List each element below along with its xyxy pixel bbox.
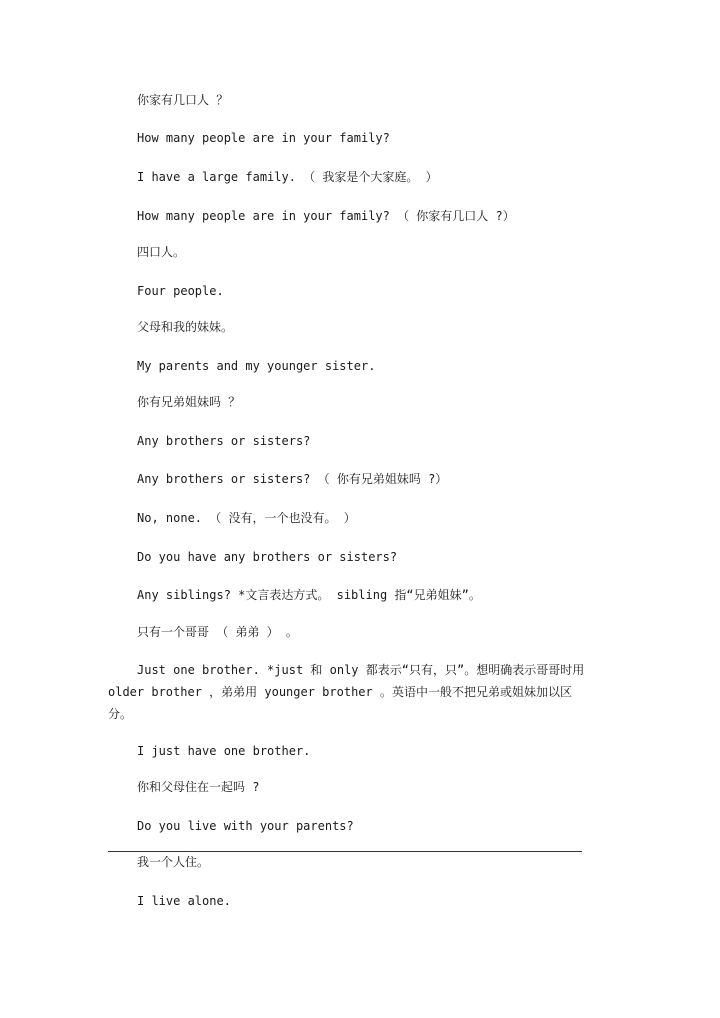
text-line: I live alone. (137, 894, 231, 908)
text-line: 四口人。 (137, 245, 186, 259)
text-line: How many people are in your family? (137, 131, 390, 145)
text-line: 你和父母住在一起吗 ? (137, 780, 260, 794)
text-line: Do you have any brothers or sisters? (137, 550, 398, 564)
text-line: Any brothers or sisters? （ 你有兄弟姐妹吗 ?） (137, 472, 448, 486)
text-line: How many people are in your family? （ 你家有几口人 ?） (137, 209, 515, 223)
horizontal-rule (108, 851, 582, 852)
text-line: Four people. (137, 284, 224, 298)
text-line: Any siblings? *文言表达方式。 sibling 指“兄弟姐妹”。 (137, 588, 481, 602)
text-line: 我一个人住。 (137, 855, 210, 869)
text-line: Do you live with your parents? (137, 819, 354, 833)
text-line: 只有一个哥哥 （ 弟弟 ） 。 (137, 625, 298, 639)
text-line: My parents and my younger sister. (137, 359, 376, 373)
text-line: 你家有几口人 ？ (137, 93, 229, 107)
text-line: I have a large family. （ 我家是个大家庭。 ） (137, 170, 438, 184)
text-line: 父母和我的妹妹。 (137, 320, 234, 334)
text-line: I just have one brother. (137, 744, 311, 758)
text-line: No, none. （ 没有，一个也没有。 ） (137, 511, 356, 525)
text-line: Any brothers or sisters? (137, 434, 311, 448)
explanation-paragraph: Just one brother. *just 和 only 都表示“只有，只”。想明确表示哥哥时用 older brother ，弟弟用 younger brother 。英语中一般不把兄弟或姐妹加以区分。 (108, 663, 585, 721)
text-line: 你有兄弟姐妹吗 ？ (137, 395, 241, 409)
